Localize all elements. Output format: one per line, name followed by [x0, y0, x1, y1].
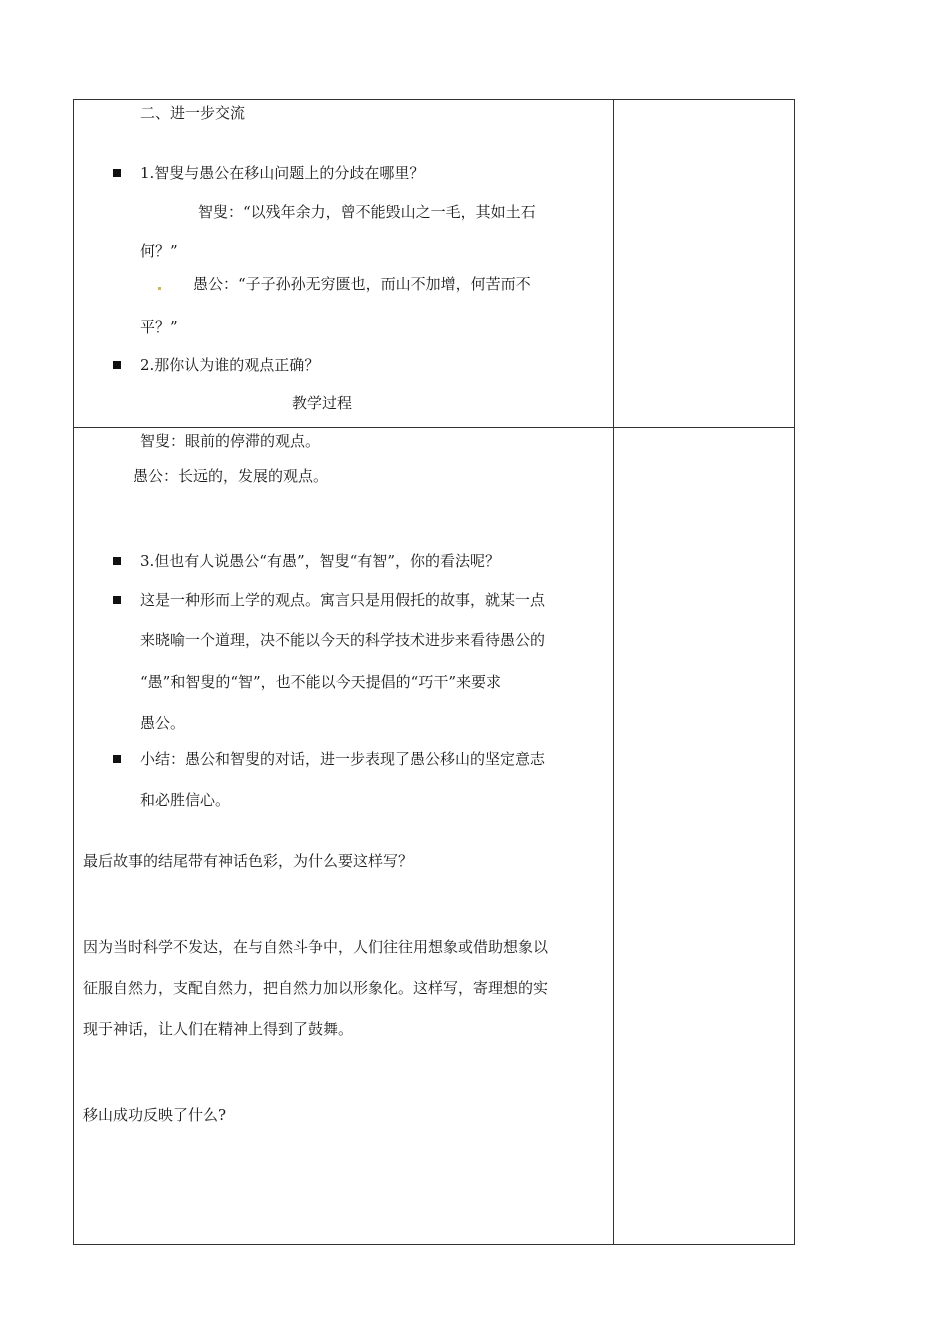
answer-3-line1: 这是一种形而上学的观点。寓言只是用假托的故事，就某一点 [140, 591, 546, 609]
bullet-icon [113, 169, 121, 177]
bullet-icon [113, 596, 121, 604]
section-label: 教学过程 [292, 394, 353, 412]
zhisou-quote-line2: 何？” [140, 242, 178, 260]
question-5: 移山成功反映了什么? [83, 1106, 227, 1124]
question-2: 2.那你认为谁的观点正确？ [140, 356, 320, 374]
answer-4-line1: 因为当时科学不发达，在与自然斗争中，人们往往用想象或借助想象以 [83, 938, 549, 956]
column-divider [613, 99, 614, 1245]
answer-3-line2: 来晓喻一个道理，决不能以今天的科学技术进步来看待愚公的 [140, 631, 546, 649]
question-4: 最后故事的结尾带有神话色彩，为什么要这样写？ [83, 852, 414, 870]
summary-line2: 和必胜信心。 [140, 791, 231, 809]
answer-4-line3: 现于神话，让人们在精神上得到了鼓舞。 [83, 1020, 354, 1038]
yugong-view: 愚公：长远的，发展的观点。 [133, 467, 329, 485]
answer-3-line4: 愚公。 [140, 714, 186, 732]
section-heading: 二、进一步交流 [140, 104, 246, 122]
answer-3-line3: “愚”和智叟的“智”，也不能以今天提倡的“巧干”来要求 [140, 673, 502, 691]
bullet-icon [113, 557, 121, 565]
answer-4-line2: 征服自然力，支配自然力，把自然力加以形象化。这样写，寄理想的实 [83, 979, 549, 997]
speck-mark [158, 287, 161, 290]
zhisou-view: 智叟：眼前的停滞的观点。 [140, 432, 321, 450]
question-3: 3.但也有人说愚公“有愚”，智叟“有智”，你的看法呢？ [140, 552, 500, 570]
bullet-icon [113, 755, 121, 763]
yugong-quote-line2: 平？” [140, 318, 178, 336]
question-1: 1.智叟与愚公在移山问题上的分歧在哪里？ [140, 164, 425, 182]
zhisou-quote-line1: 智叟：“以残年余力，曾不能毁山之一毛，其如土石 [198, 203, 536, 221]
bullet-icon [113, 361, 121, 369]
summary-line1: 小结：愚公和智叟的对话，进一步表现了愚公移山的坚定意志 [140, 750, 546, 768]
row-divider [73, 427, 795, 428]
yugong-quote-line1: 愚公：“子子孙孙无穷匮也，而山不加增，何苦而不 [193, 275, 531, 293]
